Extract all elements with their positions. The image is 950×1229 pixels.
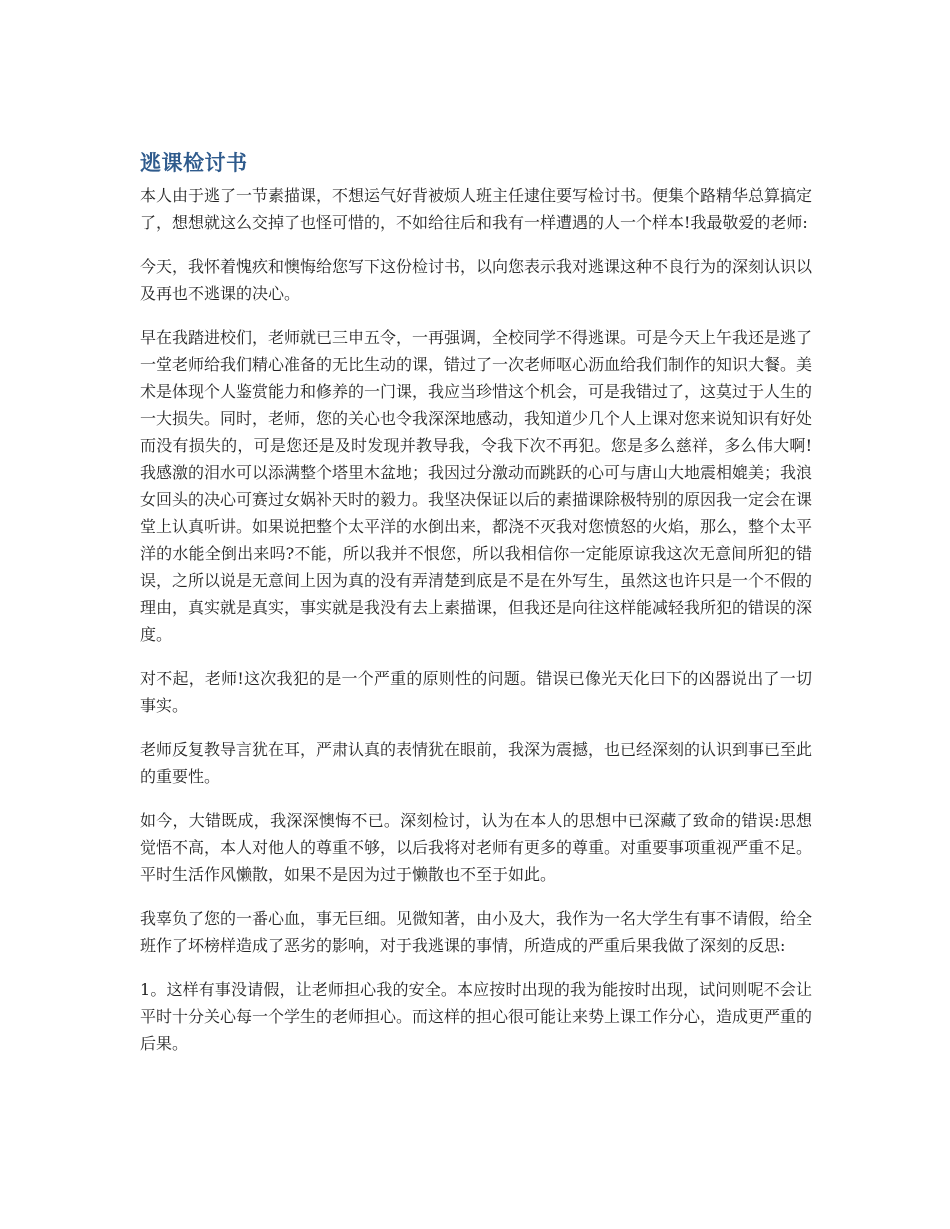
paragraph-intro: 本人由于逃了一节素描课，不想运气好背被烦人班主任逮住要写检讨书。便集个路精华总算搞定了，想想就这么交掉了也怪可惜的，不如给往后和我有一样遭遇的人一个样本!我最敬爱的老师:: [140, 186, 813, 232]
paragraph-apology: 对不起，老师!这次我犯的是一个严重的原则性的问题。错误已像光天化曰下的凶器说出了一切事实。: [140, 669, 812, 715]
paragraph-teaching: 老师反复教导言犹在耳，严肃认真的表情犹在眼前，我深为震撼，也已经深刻的认识到事已至此的重要性。: [140, 740, 813, 786]
paragraph-opening: 今天，我怀着愧疚和懊悔给您写下这份检讨书，以向您表示我对逃课这种不良行为的深刻认识以及再也不逃课的决心。: [140, 257, 813, 303]
paragraph-point-1: 1。这样有事没请假，让老师担心我的安全。本应按时出现的我为能按时出现，试问则呢不会让平时十分关心每一个学生的老师担心。而这样的担心很可能让来势上课工作分心，造成更严重的后果。: [140, 980, 813, 1053]
document-page: [140, 146, 812, 1074]
document-title: 逃课检讨书: [140, 151, 248, 175]
paragraph-consequences: 我辜负了您的一番心血，事无巨细。见微知著，由小及大，我作为一名大学生有事不请假，给全班作了坏榜样造成了恶劣的影响，对于我逃课的事情，所造成的严重后果我做了深刻的反思:: [140, 909, 813, 955]
paragraph-main: 早在我踏进校们，老师就已三申五令，一再强调，全校同学不得逃课。可是今天上午我还是逃了一堂老师给我们精心准备的无比生动的课，错过了一次老师呕心沥血给我们制作的知识大餐。美术是体现个人鉴赏能力和修养的一门课，我应当珍惜这个机会，可是我错过了，这莫过于人生的一大损失。同时，老师，您的关心也令我深深地感动，我知道少几个人上课对您来说知识有好处而没有损失的，可是您还是及时发现并教导我，令我下次不再犯。您是多么慈祥，多么伟大啊!我感激的泪水可以添满整个塔里木盆地；我因过分激动而跳跃的心可与唐山大地震相媲美；我浪女回头的决心可赛过女娲补天时的毅力。我坚决保证以后的素描课除极特别的原因我一定会在课堂上认真听讲。如果说把整个太平洋的水倒出来，都浇不灭我对您愤怒的火焰，那么，整个太平洋的水能全倒出来吗?不能，所以我并不恨您，所以我相信你一定能原谅我这次无意间所犯的错误，之所以说是无意间上因为真的没有弄清楚到底是不是在外写生，虽然这也许只是一个不假的理由，真实就是真实，事实就是我没有去上素描课，但我还是向往这样能减轻我所犯的错误的深度。: [140, 328, 813, 644]
paragraph-reflection: 如今，大错既成，我深深懊悔不已。深刻检讨，认为在本人的思想中已深藏了致命的错误:思想觉悟不高，本人对他人的尊重不够，以后我将对老师有更多的尊重。对重要事项重视严重不足。平时生活作风懒散，如果不是因为过于懒散也不至于如此。: [140, 811, 813, 884]
